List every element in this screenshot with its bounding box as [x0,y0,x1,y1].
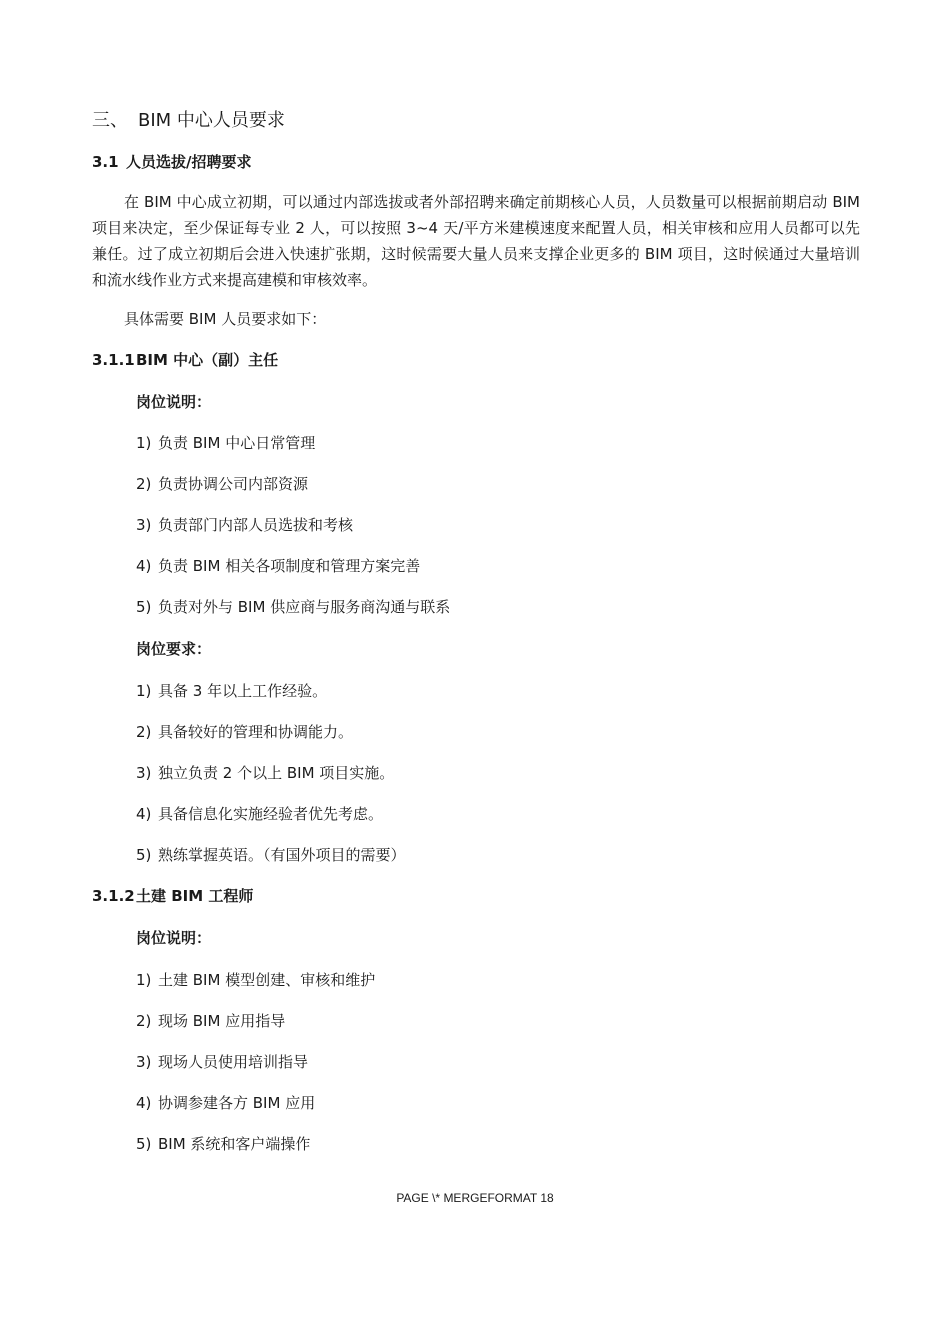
section-number: 三、 [92,110,128,131]
page-footer: PAGE \* MERGEFORMAT 18 [396,1191,554,1205]
list-item: 2) 现场 BIM 应用指导 [136,1012,286,1030]
subsection-heading-3-1-1 [92,349,278,371]
duty-label: 岗位说明： [136,393,212,411]
list-item: 2) 负责协调公司内部资源 [136,475,309,493]
list-item: 3) 独立负责 2 个以上 BIM 项目实施。 [136,764,395,782]
section-title: BIM 中心人员要求 [138,110,285,131]
list-item: 4) 具备信息化实施经验者优先考虑。 [136,805,384,823]
list-item: 1) 土建 BIM 模型创建、审核和维护 [136,971,376,989]
list-item: 3) 现场人员使用培训指导 [136,1053,309,1071]
subsection-title: 人员选拔/招聘要求 [126,153,252,171]
subsection-heading-3-1 [92,151,251,173]
requirement-label: 岗位要求： [136,640,212,658]
subsection-number: 3.1 [92,153,119,171]
section-heading [92,108,285,134]
list-item: 4) 协调参建各方 BIM 应用 [136,1094,316,1112]
subsection-title: 土建 BIM 工程师 [136,887,254,905]
subsection-number: 3.1.1 [92,351,135,369]
list-item: 1) 负责 BIM 中心日常管理 [136,434,316,452]
duty-label: 岗位说明： [136,929,212,947]
subsection-number: 3.1.2 [92,887,135,905]
subsection-heading-3-1-2 [92,885,253,907]
list-item: 1) 具备 3 年以上工作经验。 [136,682,328,700]
list-item: 2) 具备较好的管理和协调能力。 [136,723,354,741]
requirements-intro: 具体需要 BIM 人员要求如下： [124,310,327,328]
subsection-title: BIM 中心（副）主任 [136,351,279,369]
list-item: 5) 负责对外与 BIM 供应商与服务商沟通与联系 [136,598,451,616]
list-item: 5) BIM 系统和客户端操作 [136,1135,311,1153]
list-item: 5) 熟练掌握英语。（有国外项目的需要） [136,846,406,864]
list-item: 4) 负责 BIM 相关各项制度和管理方案完善 [136,557,421,575]
intro-paragraph: 在 BIM 中心成立初期，可以通过内部选拔或者外部招聘来确定前期核心人员，人员数量可以根据前期启动 BIM 项目来决定，至少保证每专业 2 人，可以按照 3~4 天/平方米建模速度来配置人员，相关审核和应用人员都可以先兼任。过了成立初期后会进入快速扩张期，这时候需要大量人员来支撑企业更多的 BIM 项目，这时候通过大量培训和流水线作业方式来提高建模和审核效率。 [92,193,860,289]
list-item: 3) 负责部门内部人员选拔和考核 [136,516,354,534]
